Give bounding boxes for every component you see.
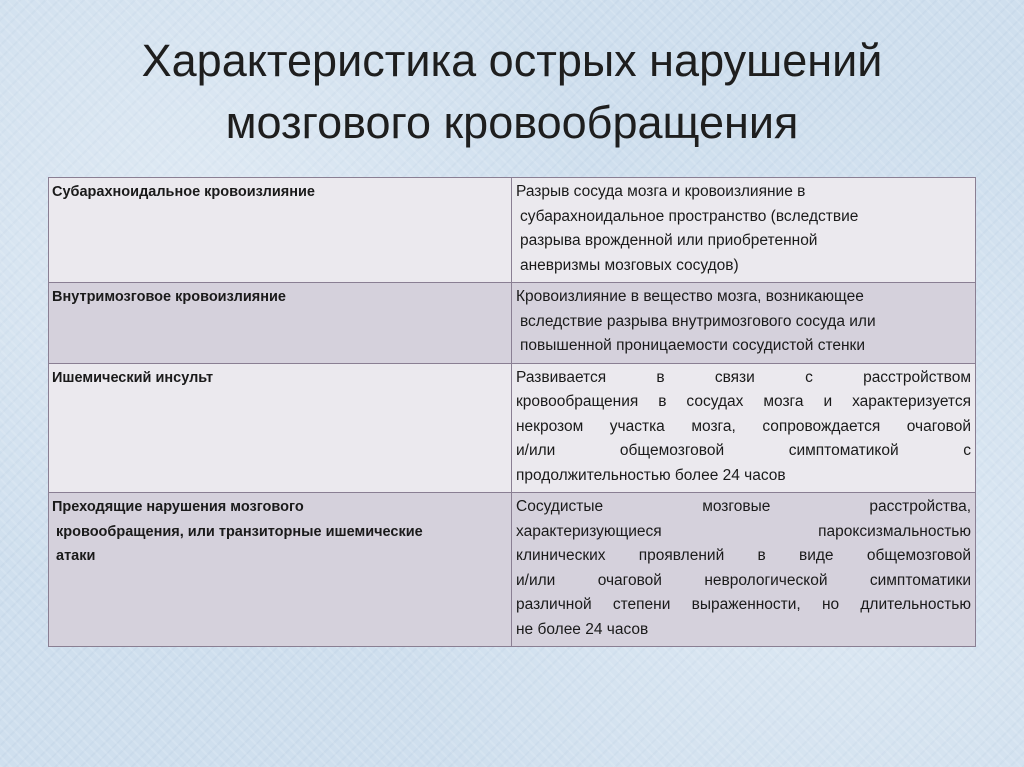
term-text: Внутримозговое кровоизлияние xyxy=(52,289,286,305)
term-text: Ишемический инсульт xyxy=(52,369,214,386)
definition-cell xyxy=(512,178,976,283)
definition-text: некрозом участка мозга, сопровождается очаговой xyxy=(516,417,971,435)
definition-text: аневризмы мозговых сосудов) xyxy=(520,256,739,274)
definition-text: Разрыв сосуда мозга и кровоизлияние в xyxy=(516,183,806,200)
definition-text: и/или общемозговой симптоматикой с xyxy=(516,442,971,459)
definition-text: кровообращения в сосудах мозга и характеризуется xyxy=(516,393,971,410)
term-cell xyxy=(49,493,512,647)
definition-text: различной степени выраженности, но длительностью xyxy=(516,596,971,613)
term-cell xyxy=(49,363,512,493)
slide-title-line-1: Характеристика острых нарушений xyxy=(141,35,883,86)
definition-text: продолжительностью более 24 часов xyxy=(516,466,786,484)
term-cell xyxy=(49,283,512,364)
slide-title-line-2: мозгового кровообращения xyxy=(225,97,799,148)
term-text: Субарахноидальное кровоизлияние xyxy=(52,184,315,200)
table-row xyxy=(49,363,976,493)
term-text: атаки xyxy=(56,548,96,564)
definition-text: повышенной проницаемости сосудистой стенки xyxy=(520,337,865,354)
definition-cell xyxy=(512,283,976,364)
definition-text: разрыва врожденной или приобретенной xyxy=(520,232,818,249)
definition-text: клинических проявлений в виде общемозговой xyxy=(516,547,971,564)
definition-cell xyxy=(512,363,976,493)
definition-text: вследствие разрыва внутримозгового сосуда или xyxy=(520,312,876,330)
definition-text: Развивается в связи с расстройством xyxy=(516,368,971,386)
definition-text: субарахноидальное пространство (вследствие xyxy=(520,207,859,225)
definition-text: Кровоизлияние в вещество мозга, возникающее xyxy=(516,288,864,305)
stroke-types-table xyxy=(48,177,976,647)
term-cell xyxy=(49,178,512,283)
definition-text: не более 24 часов xyxy=(516,620,649,638)
definition-text: и/или очаговой неврологической симптоматики xyxy=(516,571,971,589)
table-row xyxy=(49,283,976,364)
table-row xyxy=(49,493,976,647)
definition-text: Сосудистые мозговые расстройства, xyxy=(516,498,971,515)
term-text: кровообращения, или транзиторные ишемические xyxy=(56,523,423,540)
definition-text: характеризующиеся пароксизмальностью xyxy=(516,522,971,540)
definition-cell xyxy=(512,493,976,647)
slide-title xyxy=(40,30,984,154)
table-row xyxy=(49,178,976,283)
term-text: Преходящие нарушения мозгового xyxy=(52,499,304,515)
